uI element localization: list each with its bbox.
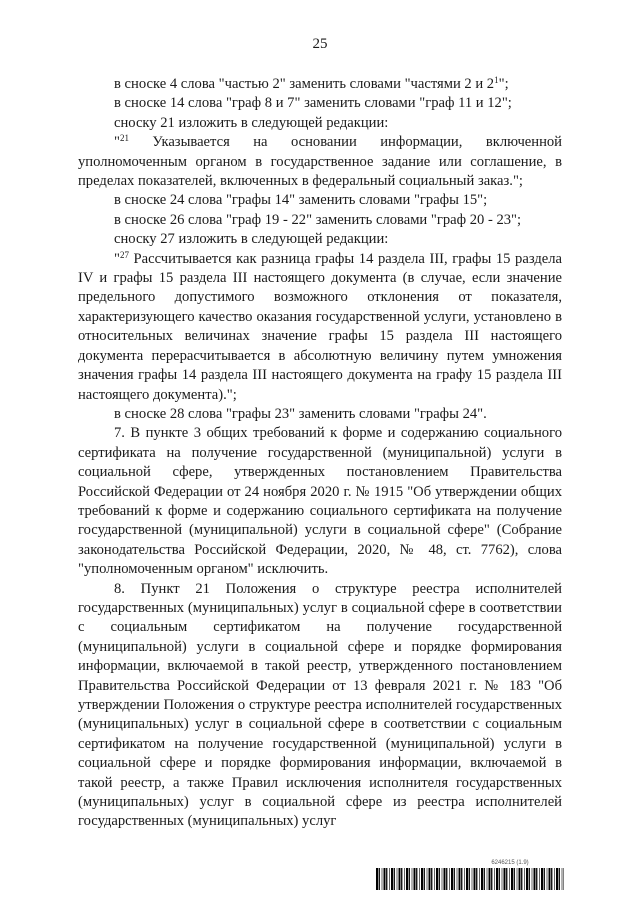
barcode-bar (457, 868, 458, 890)
barcode-bar (401, 868, 402, 890)
barcode (376, 868, 564, 890)
page-number: 25 (312, 36, 328, 52)
barcode-bar (559, 868, 560, 890)
barcode-bar (491, 868, 492, 890)
barcode-bar (399, 868, 401, 890)
paragraph (78, 211, 562, 230)
paragraph-suffix: "; (498, 76, 509, 92)
barcode-bar (466, 868, 468, 890)
barcode-bar (511, 868, 513, 890)
barcode-bar (489, 868, 491, 890)
barcode-bar (461, 868, 462, 890)
barcode-bar (499, 868, 500, 890)
paragraph-text: в сноске 28 слова "графы 23" заменить словами "графы 24". (114, 405, 487, 422)
barcode-bar (541, 868, 543, 890)
barcode-bar (529, 868, 530, 890)
barcode-bar (446, 868, 447, 890)
paragraph-text: в сноске 26 слова "граф 19 - 22" заменить словами "граф 20 - 23"; (114, 211, 522, 228)
barcode-bar (389, 868, 390, 890)
barcode-bar (564, 868, 565, 890)
barcode-bar (382, 868, 383, 890)
paragraph (78, 580, 562, 832)
barcode-bar (406, 868, 408, 890)
paragraph (78, 250, 562, 405)
paragraph-prefix: " (114, 250, 120, 267)
paragraph-text: Рассчитывается как разница графы 14 раздела III, графы 15 раздела IV и графы 15 раздела III настоящего документа (в случае, если значение предельного допустимого возможного отклонения от показателя, характеризующего качество оказания государственной услуги, установлено в относительных величинах значение графы 15 раздела III настоящего документа перерасчитывается в абсолютную величину путем умножения значения графы 14 раздела III настоящего документа на графу 15 раздела III настоящего документа)."; (78, 250, 562, 403)
paragraph (78, 424, 562, 579)
paragraph-text: сноску 21 изложить в следующей редакции: (114, 114, 389, 131)
paragraph (78, 94, 562, 113)
paragraph-text: в сноске 14 слова "граф 8 и 7" заменить словами "граф 11 и 12"; (114, 95, 512, 112)
barcode-bar (414, 868, 416, 890)
barcode-bar (547, 868, 548, 890)
barcode-bar (474, 868, 476, 890)
paragraph (78, 75, 562, 94)
paragraph-text: 8. Пункт 21 Положения о структуре реестра исполнителей государственных (муниципальных) услуг в социальной сфере в соответствии с социальным сертификатом на получение государственной (муниципальной) услуги в социальной сфере и порядке формирования информации, включаемой в такой реестр, утвержденного постановлением Правительства Российской Федерации от 13 февраля 2021 г. № 183 "Об утверждении Положения о структуре реестра исполнителей государственных (муниципальных) услуг в социальной сфере в соответствии с социальным сертификатом на получение государственной (муниципальной) услуги в социальной сфере и порядке формирования информации, включаемой в такой реестр, а также Правил исключения исполнителя государственных (муниципальных) услуг в социальной сфере из реестра исполнителей государственных (муниципальных) услуг (78, 580, 562, 830)
paragraph (78, 114, 562, 133)
paragraph (78, 405, 562, 424)
barcode-bar (479, 868, 480, 890)
barcode-bar (442, 868, 443, 890)
superscript: 1 (494, 75, 499, 85)
barcode-bar (394, 868, 395, 890)
paragraph-text: 7. В пункте 3 общих требований к форме и содержанию социального сертификата на получение государственной (муниципальной) услуги в социальной сфере, утвержденных постановлением Правительства Российской Федерации от 24 ноября 2020 г. № 1915 "Об утверждении общих требований к форме и содержанию социального сертификата на получение государственной (муниципальной) услуги в социальной сфере" (Собрание законодательства Российской Федерации, 2020, № 48, ст. 7762), слова "уполномоченным органом" исключить. (78, 425, 562, 578)
barcode-bar (429, 868, 431, 890)
paragraph (78, 230, 562, 249)
barcode-bar (454, 868, 455, 890)
barcode-bar (464, 868, 465, 890)
barcode-bar (524, 868, 525, 890)
paragraph (78, 133, 562, 191)
barcode-bar (424, 868, 425, 890)
barcode-bar (506, 868, 507, 890)
paragraph-text: сноску 27 изложить в следующей редакции: (114, 231, 389, 248)
barcode-bar (517, 868, 518, 890)
barcode-bar (397, 868, 398, 890)
barcode-bar (376, 868, 378, 890)
barcode-bar (469, 868, 470, 890)
barcode-bar (504, 868, 506, 890)
barcode-bar (502, 868, 503, 890)
barcode-bar (449, 868, 450, 890)
barcode-bar (536, 868, 537, 890)
barcode-bar (554, 868, 555, 890)
paragraph-text: в сноске 4 слова "частью 2" заменить словами "частями 2 и 2 (114, 76, 495, 92)
barcode-bar (521, 868, 522, 890)
barcode-bar (549, 868, 551, 890)
barcode-bar (556, 868, 558, 890)
barcode-bar (484, 868, 485, 890)
footnote-marker: 21 (119, 133, 129, 144)
barcode-bar (379, 868, 380, 890)
barcode-bar (416, 868, 417, 890)
barcode-bar (384, 868, 386, 890)
paragraph-text: в сноске 24 слова "графы 14" заменить словами "графы 15"; (114, 192, 488, 209)
barcode-bar (476, 868, 477, 890)
barcode-bar (421, 868, 423, 890)
barcode-bar (544, 868, 545, 890)
barcode-bar (532, 868, 533, 890)
paragraph-prefix: " (114, 134, 120, 151)
barcode-bar (481, 868, 483, 890)
barcode-bar (439, 868, 440, 890)
barcode-bar (534, 868, 536, 890)
footnote-marker: 27 (119, 249, 129, 260)
barcode-bar (496, 868, 498, 890)
barcode-bar (391, 868, 393, 890)
barcode-bar (509, 868, 510, 890)
barcode-bar (386, 868, 387, 890)
barcode-bar (539, 868, 540, 890)
barcode-bar (562, 868, 563, 890)
document-code: 6246215 (1.9) (491, 860, 529, 866)
paragraph-text: Указывается на основании информации, включенной уполномоченным органом в государственное задание или соглашение, в пределах показателей, включенных в федеральный социальный заказ."; (78, 134, 562, 190)
barcode-bar (472, 868, 473, 890)
barcode-bar (494, 868, 495, 890)
barcode-bar (444, 868, 446, 890)
barcode-bar (526, 868, 528, 890)
barcode-bar (514, 868, 515, 890)
barcode-bar (551, 868, 552, 890)
barcode-bar (409, 868, 410, 890)
barcode-bar (487, 868, 488, 890)
barcode-bar (519, 868, 521, 890)
barcode-bar (412, 868, 413, 890)
paragraph (78, 191, 562, 210)
barcode-bar (419, 868, 420, 890)
document-body (78, 75, 562, 832)
barcode-bar (427, 868, 428, 890)
barcode-bar (451, 868, 453, 890)
barcode-bar (404, 868, 405, 890)
barcode-bar (436, 868, 438, 890)
barcode-bar (434, 868, 435, 890)
barcode-bar (431, 868, 432, 890)
barcode-bar (459, 868, 461, 890)
